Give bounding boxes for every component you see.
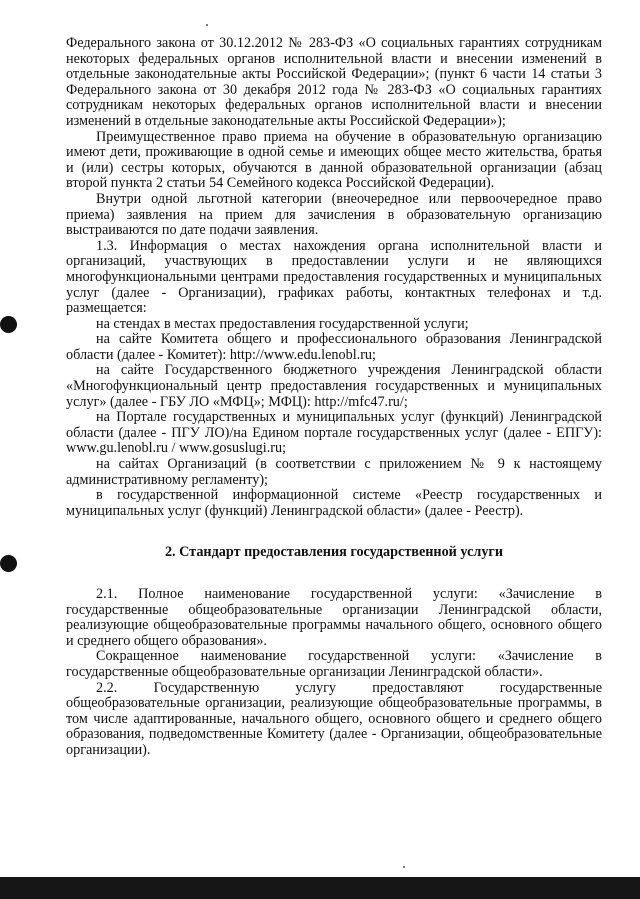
paragraph: 2.1. Полное наименование государственной услуги: «Зачисление в государственные общеобразовательные организации Ленинградской области, реализующие общеобразовательные программы начального общего, основного общего и среднего общего образования». — [66, 586, 602, 649]
section-title: 2. Стандарт предоставления государственной услуги — [164, 544, 504, 561]
paragraph: на сайтах Организаций (в соответствии с приложением № 9 к настоящему административному регламенту); — [66, 456, 602, 488]
paragraph: на Портале государственных и муниципальных услуг (функций) Ленинградской области (далее - ПГУ ЛО)/на Едином портале государственных услуг (далее - ЕПГУ): www.gu.lenobl.ru / www.gosuslugi.ru; — [66, 409, 602, 457]
hole-punch-mark-top — [0, 316, 17, 333]
paragraph: Преимущественное право приема на обучение в образовательную организацию имеют дети, проживающие в одной семье и имеющих общее место жительства, братья и (или) сестры которых, обучаются в данной образовательной организации (абзац второй пункта 2 статьи 54 Семейного кодекса Российской Федерации). — [66, 128, 602, 192]
paragraph: Федерального закона от 30.12.2012 № 283-ФЗ «О социальных гарантиях сотрудникам некоторых федеральных органов исполнительной власти и внесении изменений в отдельные законодательные акты Российской Федерации»; (пункт 6 части 14 статьи 3 Федерального закона от 30 декабря 2012 года № 283-ФЗ «О социальных гарантиях сотрудникам некоторых федеральных органов исполнительной власти и внесении изменений в отдельные законодательные акты Российской Федерации»); — [66, 35, 602, 129]
paragraph: Внутри одной льготной категории (внеочередное или первоочередное право приема) заявления на прием для зачисления в образовательную организацию выстраиваются по дате подачи заявления. — [66, 190, 602, 239]
document-page — [66, 36, 602, 759]
paragraph: 2.2. Государственную услугу предоставляют государственные общеобразовательные организации, реализующие общеобразовательные программы, в том числе адаптированные, начального общего, основного общего и среднего общего образования, подведомственные Комитету (далее - Организации, общеобразовательные организации). — [66, 679, 602, 758]
paragraph: на стендах в местах предоставления государственной услуги; — [96, 315, 469, 332]
scan-speck — [403, 866, 405, 868]
paragraph: 1.3. Информация о местах нахождения органа исполнительной власти и организаций, участвующих в предоставлении услуги и не являющихся многофункциональными центрами предоставления государственных и муниципальных услуг (далее - Организации), графиках работы, контактных телефонах и т.д. размещается: — [66, 237, 602, 317]
scan-speck — [206, 24, 208, 26]
paragraph: в государственной информационной системе «Реестр государственных и муниципальных услуг (функций) Ленинградской области» (далее - Реестр). — [66, 487, 602, 519]
paragraph: на сайте Государственного бюджетного учреждения Ленинградской области «Многофункциональный центр предоставления государственных и муниципальных услуг» (далее - ГБУ ЛО «МФЦ»; МФЦ): http://mfc47.ru/; — [66, 362, 602, 410]
paragraph: Сокращенное наименование государственной услуги: «Зачисление в государственные общеобразовательные организации Ленинградской области». — [66, 648, 602, 680]
hole-punch-mark-bottom — [0, 555, 17, 572]
scan-edge-band — [0, 877, 640, 899]
paragraph: на сайте Комитета общего и профессионального образования Ленинградской области (далее - Комитет): http://www.edu.lenobl.ru; — [66, 331, 602, 363]
